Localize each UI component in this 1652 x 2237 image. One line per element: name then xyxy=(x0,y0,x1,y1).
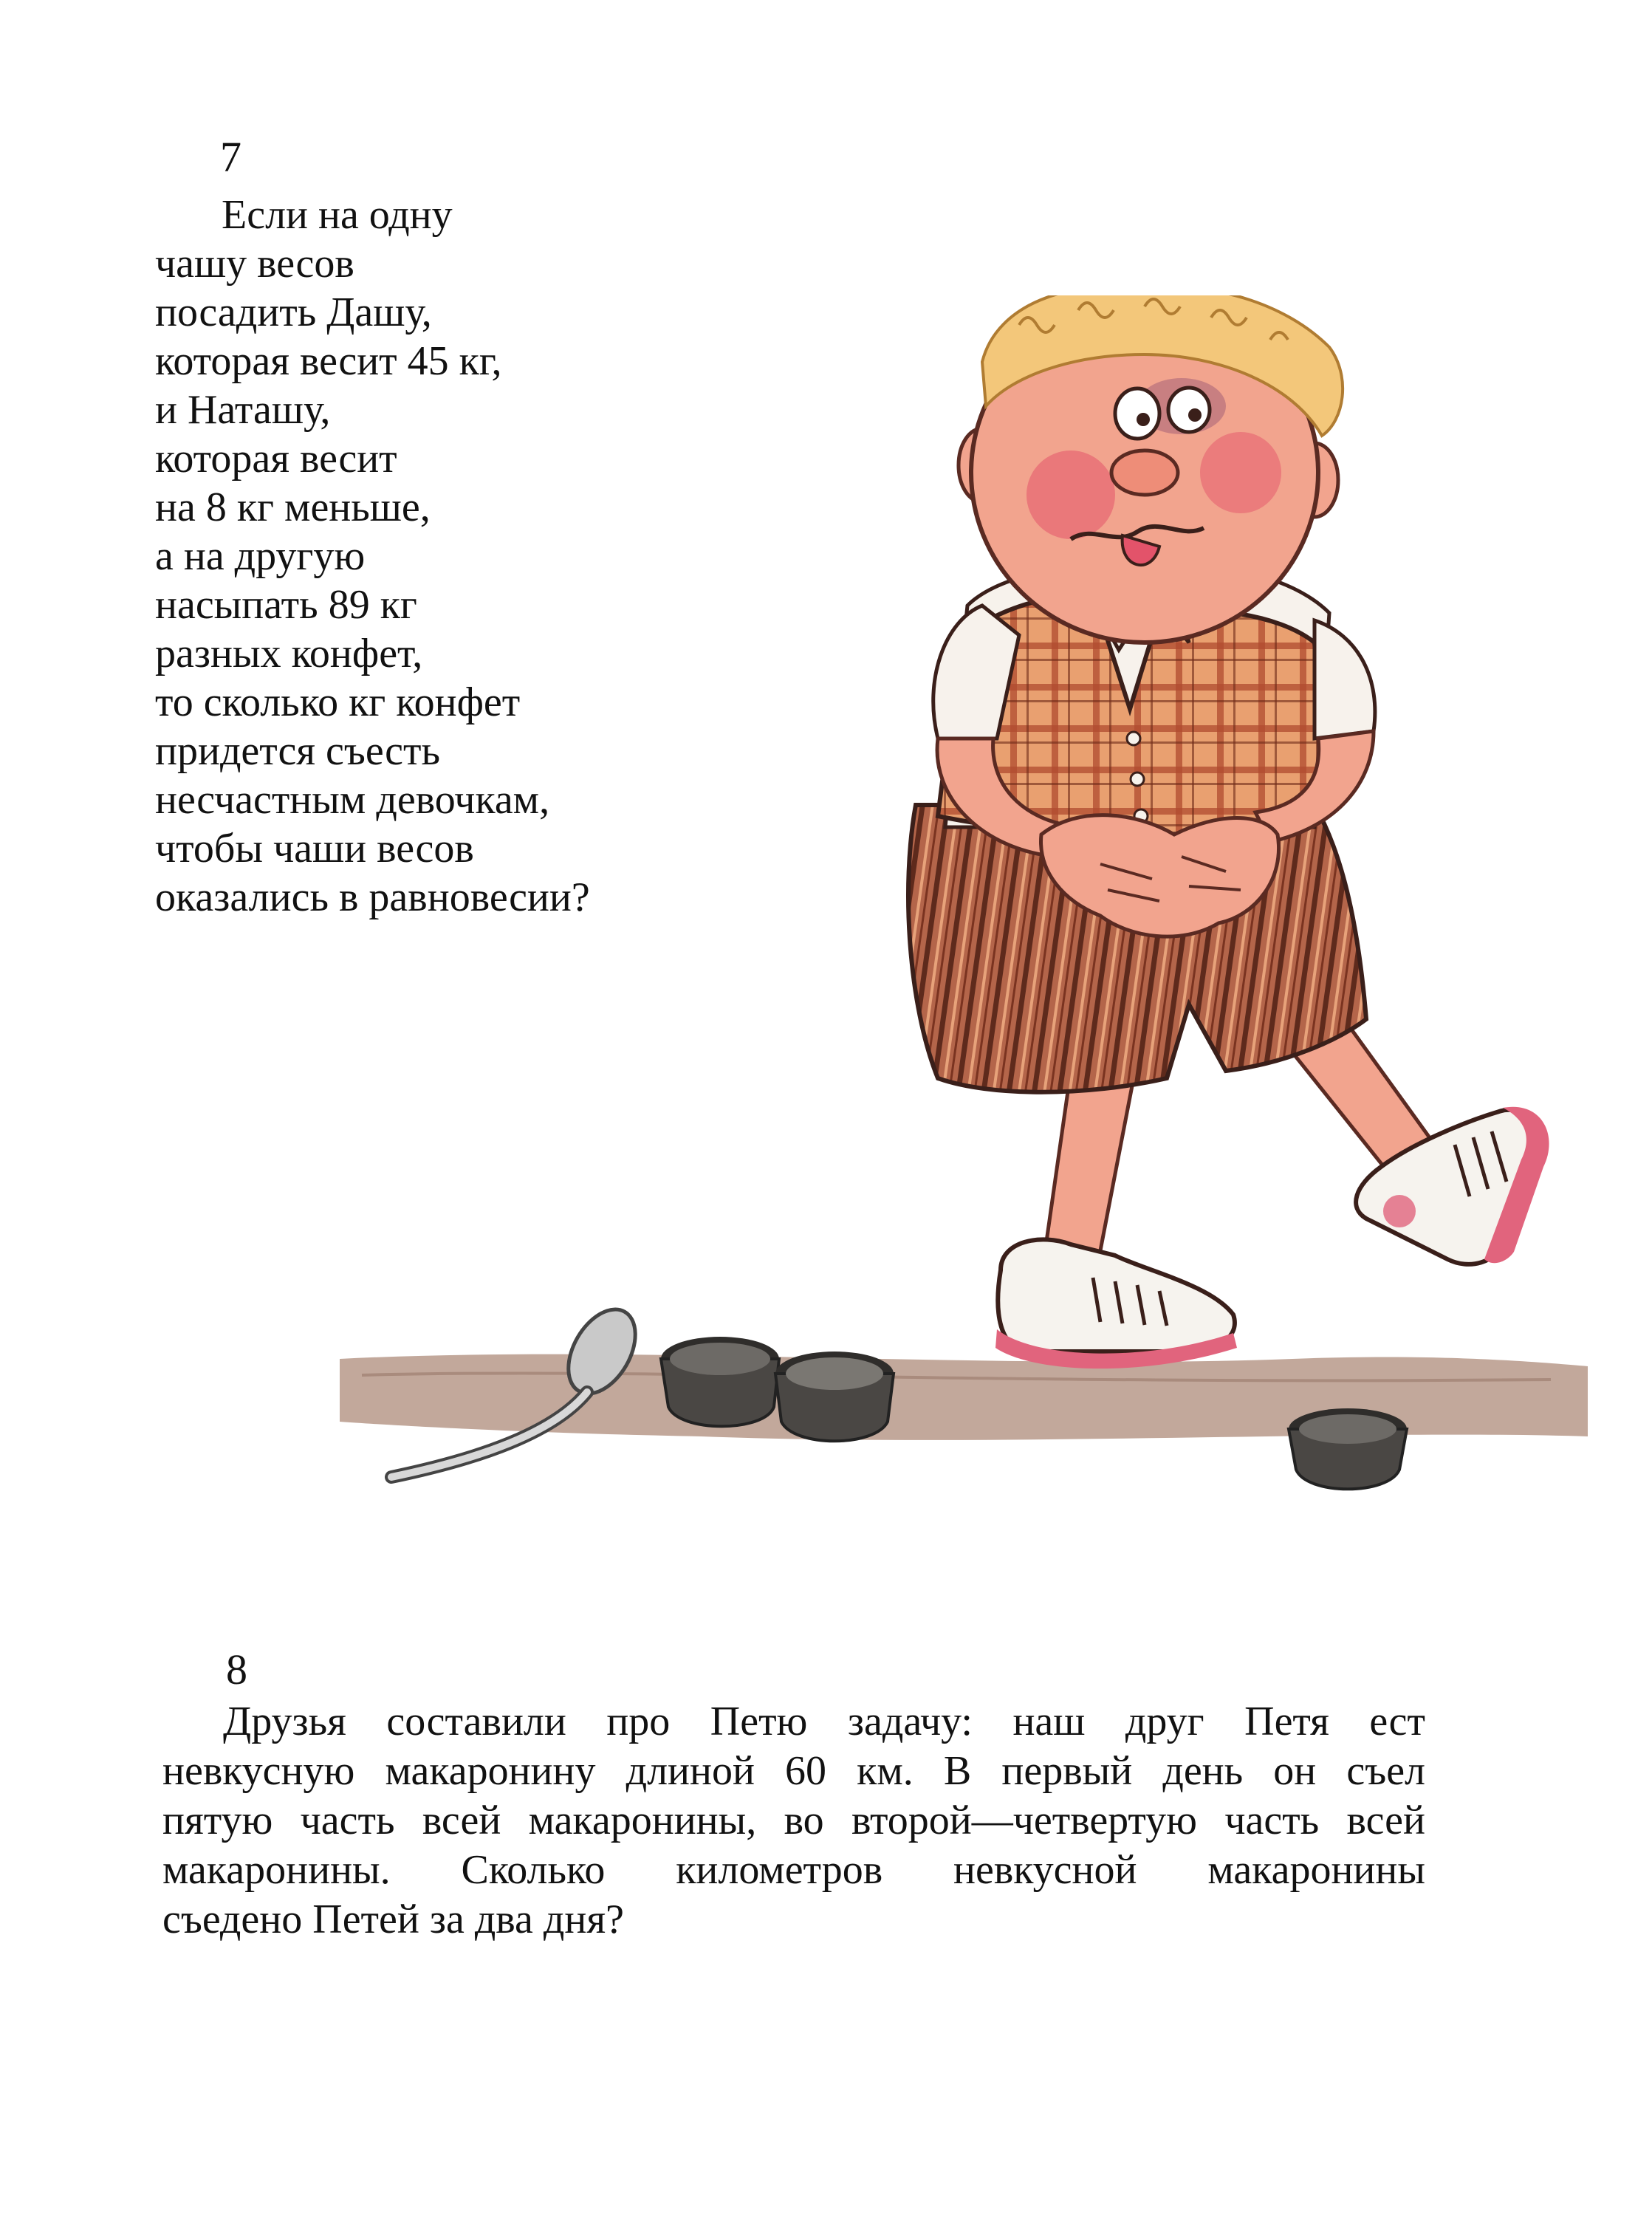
problem-7-line: насыпать 89 кг xyxy=(155,582,417,628)
problem-7-line: оказались в равновесии? xyxy=(155,874,590,920)
nose xyxy=(1111,451,1178,495)
problem-8-line: невкусную макаронину длиной 60 км. В первый день он съел xyxy=(162,1748,1425,1794)
problem-7-line: несчастным девочкам, xyxy=(155,777,550,823)
eye-right xyxy=(1168,388,1210,432)
problem-8-line: пятую часть всей макаронины, во второй—четвертую часть всей xyxy=(162,1798,1425,1843)
problem-7-line: Если на одну xyxy=(222,192,453,238)
problem-7-number: 7 xyxy=(220,133,241,181)
problem-7-line: придется съесть xyxy=(155,728,440,774)
problem-7-line: а на другую xyxy=(155,533,366,579)
eye-left xyxy=(1115,388,1159,439)
problem-8-line: макаронины. Сколько километров невкусной макаронины xyxy=(162,1847,1425,1893)
problem-7-line: чтобы чаши весов xyxy=(155,826,474,871)
sleeve-right xyxy=(1315,620,1375,739)
problem-8-line: съедено Петей за два дня? xyxy=(162,1897,624,1942)
problem-7-line: чашу весов xyxy=(155,241,354,287)
problem-8-line: Друзья составили про Петю задачу: наш друг Петя ест xyxy=(223,1699,1425,1744)
problem-7-line: которая весит xyxy=(155,436,397,482)
problem-7-line: разных конфет, xyxy=(155,631,423,676)
problem-7-line: то сколько кг конфет xyxy=(155,679,521,725)
jar-lid-icon xyxy=(661,1337,779,1426)
sneaker-left-icon xyxy=(995,1239,1237,1368)
jar-lid-icon xyxy=(775,1352,894,1441)
problem-8-number: 8 xyxy=(226,1645,247,1693)
jar-lid-icon xyxy=(1289,1408,1407,1489)
boy-with-stomachache-illustration xyxy=(332,295,1588,1507)
problem-7-line: которая весит 45 кг, xyxy=(155,338,502,384)
problem-7-line: на 8 кг меньше, xyxy=(155,484,431,530)
problem-8-text xyxy=(162,1697,1425,1945)
problem-7-line: и Наташу, xyxy=(155,387,331,433)
problem-7-line: посадить Дашу, xyxy=(155,290,432,335)
